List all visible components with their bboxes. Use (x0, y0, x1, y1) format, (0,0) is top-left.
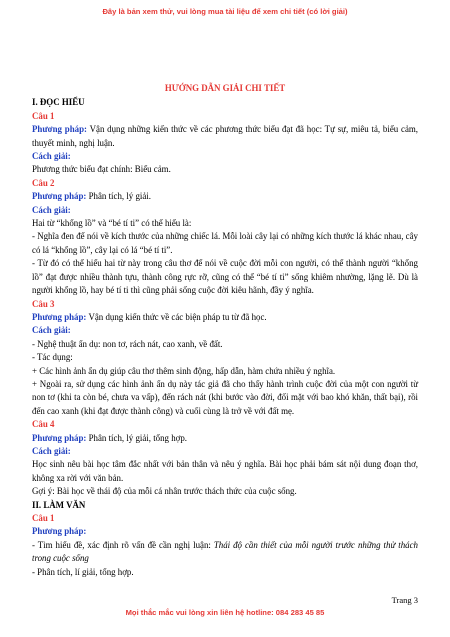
method-label: Phương pháp: (32, 432, 87, 443)
question-heading: Câu 1 (32, 110, 55, 121)
method-label: Phương pháp: (32, 526, 87, 537)
question-heading: Câu 3 (32, 298, 55, 309)
answer-text: - Phân tích, lí giải, tổng hợp. (32, 566, 134, 577)
solution-label: Cách giải: (32, 204, 71, 215)
solution-label: Cách giải: (32, 151, 71, 162)
method-line (32, 123, 418, 150)
method-text: Vận dụng những kiến thức về các phương thức biểu đạt đã học: Tự sự, miêu tả, biểu cảm, thuyết minh, nghị luận. (32, 124, 418, 148)
answer-text: + Ngoài ra, sử dụng các hình ảnh ẩn dụ này tác giả đã cho thấy hành trình cuộc đời của một con người từ non tơ (khi ta còn bé, chưa va vấp), đến rách nát (khi bước vào đời, đối mặt với bao khó khăn, thất bại), rồi đến cao xanh (khi đạt được thành công) và cuối cùng là trở về với đất mẹ. (32, 378, 418, 416)
method-label: Phương pháp: (32, 124, 87, 135)
page-title: HƯỚNG DẪN GIẢI CHI TIẾT (164, 83, 286, 93)
answer-text: Gợi ý: Bài học về thái độ của mỗi cá nhân trước thách thức của cuộc sống. (32, 486, 297, 497)
essay-topic: Thái độ cần thiết của mỗi người trước những thử thách trong cuộc sống (32, 539, 418, 564)
answer-text: + Các hình ảnh ẩn dụ giúp câu thơ thêm sinh động, hấp dẫn, hàm chứa nhiều ý nghĩa. (32, 365, 336, 376)
footer-notice: Mọi thắc mắc vui lòng xin liên hệ hotline: 084 283 45 85 (125, 608, 325, 617)
method-text: Vận dụng kiến thức về các biện pháp tu từ đã học. (86, 311, 267, 322)
question-heading: Câu 1 (32, 513, 55, 523)
section-heading: I. ĐỌC HIỂU (32, 97, 85, 108)
answer-text: Hai từ “khổng lồ” và “bé tí ti” có thể hiểu là: (32, 218, 192, 229)
header-notice: Đây là bản xem thử, vui lòng mua tài liệu để xem chi tiết (có lời giải) (102, 7, 348, 16)
answer-text: Phương thức biểu đạt chính: Biểu cảm. (32, 164, 171, 175)
page-number: Trang 3 (391, 595, 418, 605)
answer-text: - Tác dụng: (32, 352, 73, 363)
method-label: Phương pháp: (32, 191, 87, 202)
question-heading: Câu 2 (32, 177, 55, 188)
answer-text: - Nghệ thuật ẩn dụ: non tơ, rách nát, cao xanh, về đất. (32, 338, 223, 349)
method-line (32, 311, 418, 324)
method-text: Phân tích, lý giải. (86, 191, 151, 202)
question-heading: Câu 4 (32, 419, 55, 430)
answer-text (32, 539, 418, 566)
method-label: Phương pháp: (32, 311, 87, 322)
document-body (32, 82, 418, 579)
answer-text: - Nghĩa đen để nói về kích thước của những chiếc lá. Mỗi loài cây lại có những kích thước lá khác nhau, cây có lá “khổng lồ”, cây lại có lá “bé tí ti”. (32, 231, 418, 255)
method-line (32, 190, 418, 203)
section-heading: II. LÀM VĂN (32, 499, 86, 510)
solution-label: Cách giải: (32, 325, 71, 336)
method-text: Phân tích, lý giải, tổng hợp. (86, 432, 187, 443)
answer-text: - Từ đó có thể hiểu hai từ này trong câu thơ để nói về cuộc đời mỗi con người, có thể thành người “khổng lồ” đạt được nhiều thành tựu, thành công rực rỡ, cũng có thể “bé tí ti” sống khiêm nhường, lặng lẽ. Dù là người khổng lồ, hay bé tí ti thì cũng phải sống cuộc đời kiêu hãnh, đầy ý nghĩa. (32, 258, 418, 296)
answer-text: Học sinh nêu bài học tâm đắc nhất với bản thân và nêu ý nghĩa. Bài học phải bám sát nội dung đoạn thơ, không xa rời với văn bản. (32, 459, 418, 483)
method-line (32, 432, 418, 445)
answer-prefix: - Tìm hiểu đề, xác định rõ vấn đề cần nghị luận: (32, 539, 214, 550)
solution-label: Cách giải: (32, 445, 71, 456)
